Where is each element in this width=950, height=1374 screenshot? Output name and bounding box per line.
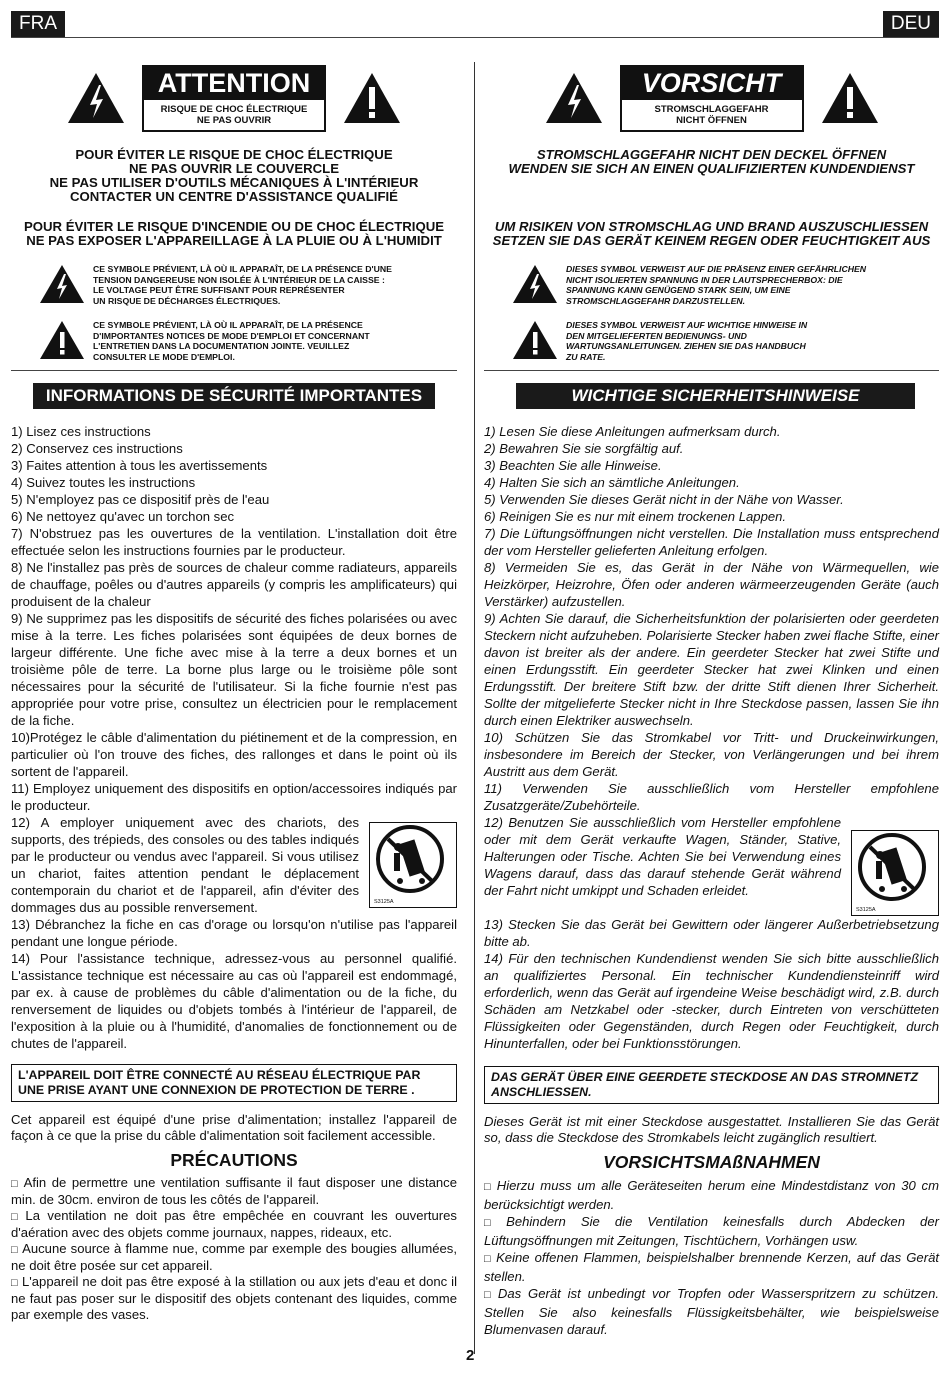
cart-warning-icon: S3125A [851,830,939,916]
lightning-warning-icon [544,71,604,125]
list-item: 5) Verwenden Sie dieses Gerät nicht in der Nähe von Wasser. [484,492,844,507]
list-item: 14) Pour l'assistance technique, adressez-vous au personnel qualifié. L'assistance technique est nécessaire au cas où l'appareil est endommagé, par ex. à cause de problèmes du câble d'alimentation ou de la fiche, du renversement de liquides ou d'objets tombés à l'intérieur de l'appareil, de l'exposition à la pluie ou à l'humidité, d'anomalies de fonctionnement ou de chutes de l'appareil. [11,951,457,1051]
fire-warning-text: POUR ÉVITER LE RISQUE D'INCENDIE OU DE CHOC ÉLECTRIQUE NE PAS EXPOSER L'APPAREILLAGE À LA PLUIE OU À L'HUMIDIT [23,219,445,248]
list-item: 2) Bewahren Sie sie sorgfältig auf. [484,441,684,456]
exclamation-warning-icon [820,71,880,125]
list-item: 4) Suivez toutes les instructions [11,475,196,490]
safety-section-title: INFORMATIONS DE SÉCURITÉ IMPORTANTES [33,383,435,409]
section-rule [11,370,457,371]
ground-connection-note: DAS GERÄT ÜBER EINE GEERDETE STECKDOSE AN DAS STROMNETZ ANSCHLIESSEN. [484,1066,939,1104]
list-item: 8) Vermeiden Sie es, das Gerät in der Nähe von Wärmequellen, wie Heizkörper, Heizrohre, Öfen oder anderen wärmeerzeugenden Geräte (auch Verstärker) aufzustellen. [484,560,939,609]
list-item: 2) Conservez ces instructions [11,441,183,456]
section-rule [484,370,939,371]
list-item: 3) Beachten Sie alle Hinweise. [484,458,662,473]
list-item: □ Hierzu muss um alle Geräteseiten herum eine Mindestdistanz von 30 cm berücksichtigt werden. [484,1177,939,1213]
list-item: 11) Verwenden Sie ausschließlich vom Hersteller empfohlene Zusatzgeräte/Zubehörteile. [484,781,939,813]
list-item: 8) Ne l'installez pas près de sources de chaleur comme radiateurs, appareils de chauffage, poêles ou d'autres appareils (y compris les amplificateurs) qui produisent de la chaleur [11,560,457,609]
list-item: 3) Faites attention à tous les avertissements [11,458,268,473]
list-item: 14) Für den technischen Kundendienst wenden Sie sich bitte ausschließlich an qualifiziertes Personal. Ein technischer Kundendiensteinriff wird erforderlich, wenn das Gerät auf irgendeine Weise beschädigt wird, z.B. durch Schäden am Netzkabel oder -stecker, durch Eintreten von verschütteten Flüssigkeiten oder Gegenständen, durch Regen oder Feuchtigkeit, durch Hinunterfallen, oder bei Funktionsstörungen. [484,951,939,1051]
voltage-symbol-explanation: CE SYMBOLE PRÉVIENT, LÀ OÙ IL APPARAÎT, DE LA PRÉSENCE D'UNE TENSION DANGEREUSE NON ISOLÉE À L'INTÉRIEUR DE LA CAISSE : LE VOLTAGE PEUT ÊTRE SUFFISANT POUR REPRÉSENTER UN RISQUE DE DÉCHARGES ÉLECTRIQUES. [39,264,457,306]
list-item: □ Afin de permettre une ventilation suffisante il faut disposer une distance min. de 30cm. environ de tous les côtés de l'appareil. [11,1175,457,1208]
list-item: 9) Ne supprimez pas les dispositifs de sécurité des fiches polarisées ou avec mise à la terre. Les fiches polarisées sont équipées de deux bornes de largeur différente. Une fiche avec mise à la terre a deux bornes et un troisième pôle de terre. La borne plus large ou le troisième pôle sont nécessaires pour la sécurité de l'utilisateur. Si la fiche fournie n'est pas appropriée pour votre prise, consultez un électricien pour le remplacement de la fiche. [11,611,457,728]
list-item: □ Aucune source à flamme nue, comme par exemple des bougies allumées, ne doit être posée sur cet appareil. [11,1241,457,1274]
precautions-title: VORSICHTSMAßNAHMEN [603,1152,820,1172]
list-item: 12) A employer uniquement avec des chariots, des supports, des trépieds, des consoles ou des tables indiqués par le producteur ou vendus avec l'appareil. Si vous utilisez un chariot, faites attention pendant le déplacement contemporain du chariot et de l'appareil, afin d'éviter des dommages dus au possible renversement. [11,815,359,915]
cart-warning-icon: S3125A [369,822,457,908]
lightning-symbol-icon [512,264,558,304]
shock-warning-text: POUR ÉVITER LE RISQUE DE CHOC ÉLECTRIQUE NE PAS OUVRIR LE COUVERCLE NE PAS UTILISER D'OUTILS MÉCANIQUES À L'INTÉRIEUR CONTACTER UN CENTRE D'ASSISTANCE QUALIFIÉ [49,147,419,204]
list-item: □ Das Gerät ist unbedingt vor Tropfen oder Wasserspritzern zu schützen. Stellen Sie also keinesfalls Flüssigkeitsbehälter, wie beispielsweise Blumenvasen darauf. [484,1285,939,1338]
instruction-symbol-explanation: DIESES SYMBOL VERWEIST AUF WICHTIGE HINWEISE IN DEN MITGELIEFERTEN BEDIENUNGS- UND WARTUNGSANLEITUNGEN. ZIEHEN SIE DAS HANDBUCH ZU RATE. [512,320,939,362]
vorsicht-subtitle: STROMSCHLAGGEFAHR NICHT ÖFFNEN [654,103,769,126]
list-item: 10) Schützen Sie das Stromkabel vor Tritt- und Druckeinwirkungen, insbesondere im Bereich der Stecker, von Verlängerungen und bei ihrem Austritt aus dem Gerät. [484,730,939,779]
german-column [484,62,939,1338]
lightning-warning-icon [66,71,126,125]
list-item: 5) N'employez pas ce dispositif près de l'eau [11,492,270,507]
page-number: 2 [466,1347,475,1364]
list-item: 13) Stecken Sie das Gerät bei Gewittern oder längerer Außerbetriebsetzung bitte ab. [484,917,939,949]
list-item: 1) Lesen Sie diese Anleitungen aufmerksam durch. [484,424,781,439]
plug-access-text: Cet appareil est équipé d'une prise d'alimentation; installez l'appareil de façon à ce que la prise du câble d'alimentation soit facilement accessible. [11,1112,457,1143]
precautions-title: PRÉCAUTIONS [170,1150,298,1170]
safety-instructions-list [484,423,939,1052]
list-item: 12) Benutzen Sie ausschließlich vom Hersteller empfohlene oder mit dem Gerät verkaufte Wagen, Ständer, Stative, Halterungen oder Tische. Achten Sie bei Verwendung eines Wagens darauf, dass das darauf stehende Gerät während der Fahrt nicht umkippt und Schaden erleidet. [484,815,841,898]
french-column [11,62,457,1323]
header-rule [11,37,939,38]
list-item: 4) Halten Sie sich an sämtliche Anleitungen. [484,475,740,490]
list-item: 7) N'obstruez pas les ouvertures de la ventilation. L'installation doit être effectuée selon les instructions fournies par le producteur. [11,526,457,558]
warning-header [11,62,457,134]
warning-header [484,62,939,134]
precautions-list [484,1177,939,1338]
language-tab-fra: FRA [11,11,65,37]
instruction-symbol-explanation: CE SYMBOLE PRÉVIENT, LÀ OÙ IL APPARAÎT, DE LA PRÉSENCE D'IMPORTANTES NOTICES DE MODE D'EMPLOI ET CONCERNANT L'ENTRETIEN DANS LA DOCUMENTATION JOINTE. VEUILLEZ CONSULTER LE MODE D'EMPLOI. [39,320,457,362]
ground-connection-note: L'APPAREIL DOIT ÊTRE CONNECTÉ AU RÉSEAU ÉLECTRIQUE PAR UNE PRISE AYANT UNE CONNEXION DE PROTECTION DE TERRE . [11,1064,457,1102]
list-item: 9) Achten Sie darauf, die Sicherheitsfunktion der polarisierten oder geerdeten Steckern nicht aufzuheben. Polarisierte Stecker haben zwei flache Stifte, einer davon ist breiter als der andere. Ein geerdeter Stecker hat zwei Stifte und einen Erdungsstift. Ein geerdeter Stecker hat zwei Klinken und einen Erdungsstift. Der breitere Stift bzw. der dritte Stift dienen Ihrer Sicherheit. Sollte der mitgelieferte Stecker nicht in Ihre Steckdose passen, lassen Sie ihn durch einen Elektriker auswechseln. [484,611,939,728]
attention-title: ATTENTION [144,67,324,100]
vorsicht-box [620,65,804,132]
exclamation-symbol-icon [39,320,85,360]
list-item: 13) Débranchez la fiche en cas d'orage ou lorsqu'on n'utilise pas l'appareil pendant une longue période. [11,917,457,949]
list-item: □ L'appareil ne doit pas être exposé à la stillation ou aux jets d'eau et donc il ne faut pas poser sur le dispositif des objets contenant des liquides, comme par exemple des vases. [11,1274,457,1323]
list-item: 11) Employez uniquement des dispositifs en option/accessoires indiqués par le producteur. [11,781,457,813]
exclamation-symbol-icon [512,320,558,360]
column-divider [474,62,475,1354]
lightning-symbol-icon [39,264,85,304]
attention-subtitle: RISQUE DE CHOC ÉLECTRIQUE NE PAS OUVRIR [160,103,308,126]
list-item: 6) Reinigen Sie es nur mit einem trockenen Lappen. [484,509,787,524]
attention-box [142,65,326,132]
vorsicht-title: VORSICHT [622,67,802,100]
list-item: 10)Protégez le câble d'alimentation du piétinement et de la compression, en particulier où l'on trouve des fiches, des rallonges et dans le point où ils sortent de l'appareil. [11,730,457,779]
list-item: □ La ventilation ne doit pas être empêchée en couvrant les ouvertures d'aération avec des objets comme journaux, nappes, rideaux, etc. [11,1208,457,1241]
list-item: 7) Die Lüftungsöffnungen nicht verstellen. Die Installation muss entsprechend der vom Hersteller gelieferten Anleitung erfolgen. [484,526,939,558]
safety-instructions-list [11,423,457,1052]
list-item: 1) Lisez ces instructions [11,424,151,439]
shock-warning-text: STROMSCHLAGGEFAHR NICHT DEN DECKEL ÖFFNEN WENDEN SIE SICH AN EINEN QUALIFIZIERTEN KUNDENDIENST [508,147,915,176]
fire-warning-text: UM RISIKEN VON STROMSCHLAG UND BRAND AUSZUSCHLIESSEN SETZEN SIE DAS GERÄT KEINEM REGEN ODER FEUCHTIGKEIT AUS [492,219,931,248]
voltage-symbol-explanation: DIESES SYMBOL VERWEIST AUF DIE PRÄSENZ EINER GEFÄHRLICHEN NICHT ISOLIERTEN SPANNUNG IN DER LAUTSPRECHERBOX: DIE SPANNUNG KANN GENÜGEND STARK SEIN, UM EINE STROMSCHLAGGEFAHR DARZUSTELLEN. [512,264,939,306]
list-item: 6) Ne nettoyez qu'avec un torchon sec [11,509,235,524]
precautions-list [11,1175,457,1323]
exclamation-warning-icon [342,71,402,125]
list-item: □ Keine offenen Flammen, beispielshalber brennende Kerzen, auf das Gerät stellen. [484,1249,939,1285]
safety-section-title: WICHTIGE SICHERHEITSHINWEISE [516,383,915,409]
plug-access-text: Dieses Gerät ist mit einer Steckdose ausgestattet. Installieren Sie das Gerät so, dass die Steckdose des Stromkabels leicht zugänglich resultiert. [484,1114,939,1145]
list-item: □ Behindern Sie die Ventilation keinesfalls durch Abdecken der Lüftungsöffnungen mit Zeitungen, Tischtüchern, Vorhängen usw. [484,1213,939,1249]
language-tab-deu: DEU [883,11,939,37]
